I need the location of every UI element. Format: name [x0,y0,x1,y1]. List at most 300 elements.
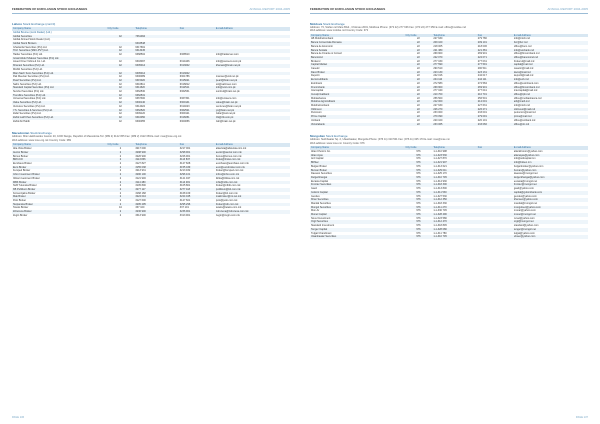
email: polo@polo.com.mk [215,199,238,203]
email: mandal@mongol.net [513,201,538,205]
company-name: Khanani Securities (Pvt) Ltd. [12,64,107,68]
exchange-suffix: Stock Exchange [323,21,345,26]
telephone: 6300055 [135,119,146,123]
fax: 6314023 [179,104,190,108]
email: orgil@mongol.net [513,220,588,224]
city-code: 42 [107,116,135,120]
company-name: Salim Securities (Pvt) Ltd. [13,82,42,86]
email: zah@brain.net.pk [215,119,236,123]
telephone: 227 630 [433,37,443,41]
col-email: E-mail Address [215,143,290,147]
company-name: Stopanska Broker [12,203,107,207]
company-name: Gendex [311,194,320,198]
telephone: 1-1-318 845 [433,224,447,228]
col-telephone: Telephone [134,143,178,147]
email: petrocom@mail.md [513,111,536,115]
city-code: 2 [119,169,122,173]
company-name: Eurasia Capital [311,179,328,183]
telephone: 269 900 [432,86,476,90]
telephone: 1-1-321 907 [432,161,476,165]
email: office@eximbank.com [513,81,539,85]
city-code: 976 [405,220,433,224]
company-name: Prime Capital [310,115,405,119]
company-name: Pearl Securities (Pvt) Ltd. [12,79,107,83]
company-name: Fincombank [310,86,405,90]
company-name: Mon-Ar [311,209,320,213]
telephone: 6314022 [135,104,146,108]
company-name: Global Ahmed Stock Dealer (Ltd.) [13,38,51,42]
city-code: 22 [405,86,433,90]
email: frontier@mongol.net [513,183,588,187]
company-name: Euro Broker [12,166,107,170]
telephone: 3113 836 [134,158,178,162]
email: pearl@brain.net.pk [215,79,290,83]
fax [477,235,513,239]
company-name: AB Moldindconbank [311,37,334,41]
city-code: 2 [119,184,122,188]
city-code: 42 [107,79,135,83]
exchange-contact-line: Address: 73, Stefan cel Mare Blvd., Chisinau 2001, Moldova Phone: (373 22) 277 636 Fax: (373 22) 277 356 E-mail: office@moldse.md [310,25,466,29]
email: ilirika@ilirika.com.mk [215,176,240,180]
telephone: 6311520 [134,86,178,90]
fax: 222 071 [477,56,513,60]
header-rule [310,13,588,14]
company-name: KB Publikum Broker [12,188,107,192]
email: capital@golomtbank.com [513,191,588,195]
company-name: Teteks Broker [13,206,29,210]
fax: 6368510 [179,53,190,57]
city-code: 22 [405,49,433,53]
telephone: 210 700 [432,93,476,97]
fax: 6362521 [179,109,215,113]
fax: 290 511 [477,67,487,71]
company-name: Khan Securities [310,198,405,202]
email: office@ipb.md [513,93,588,97]
email: altavista@altavista.com.mk [215,147,247,151]
telephone: 277 040 [433,89,443,93]
company-name: Mian Nazir Sons Securities (Pvt) Ltd. [12,72,107,76]
section-macedonian [12,131,290,217]
company-name: Trendline Securities (Pvt) Ltd. [12,94,107,98]
company-name: Banca Sociala [310,49,405,53]
email: depozit@mail.md [513,74,534,78]
telephone: 218 005 [433,44,443,48]
member-table [12,27,290,123]
company-name: Y.S. Securities & Services (Pvt) Ltd. [12,109,107,113]
company-name: Victoriabank [310,123,405,127]
city-code: 976 [405,154,433,158]
company-name: Tenger Capital [310,228,405,232]
city-code: 42 [119,53,122,57]
telephone: 221 380 [432,49,476,53]
company-name: Eurocreditbank [310,78,405,82]
fax: 3226 901 [179,154,191,158]
fax: 221 381 [477,49,513,53]
telephone: 277 030 [433,59,443,63]
telephone: 272 583 [433,81,443,85]
city-code: 2 [107,188,135,192]
city-code: 42 [119,119,122,123]
exchange-contact-line: Address: Mito Hadzivasilev Jasmin 20, 1000 Skopje, Republic of Macedonia Tel: (389 2) 3122 055 Fax: (389 2) 3122 069 E-mail: mse@mse.org.mk [12,135,182,139]
fax: 212 001 [477,100,513,104]
email: euro@eurobroker.com.mk [215,166,290,170]
telephone: 1-1-327 530 [433,194,447,198]
email: info@haidersec.com [215,53,239,57]
email: eurohaus@eurohaus.com.mk [215,161,249,165]
telephone: 3168 168 [135,191,146,195]
city-code: 976 [416,216,421,220]
company-name: Daco Broker [310,71,405,75]
company-name: Zafar Securities (Pvt) Ltd. [13,112,42,116]
table-row [310,235,588,239]
email: ssl@salimsec.com [215,82,237,86]
telephone: 1-1-314 930 [433,179,447,183]
company-name: Ghazanfar Securities (Pvt) Ltd. [13,45,48,49]
email: zlk@zlk.com.pk [215,116,290,120]
col-telephone: Telephone [432,34,476,38]
fax: 3113 837 [179,158,215,162]
fax: 6315021 [179,79,215,83]
city-code: 42 [119,104,122,108]
fax: 3213 932 [179,169,191,173]
city-code: 42 [107,35,135,39]
telephone: 209 100 [432,41,476,45]
company-name: Fersped Broker [13,169,31,173]
company-name: Zahid Ali Habib [13,119,30,123]
telephone: 6316811 [135,82,145,86]
col-company-name: Company Name [12,143,107,147]
company-name: Bonus Broker [13,154,29,158]
company-name: Value Securities (Pvt) Ltd. [12,101,107,105]
company-name: Golomt Capital [310,191,405,195]
fax: 6314446 [179,60,190,64]
company-name: NLB Tutunska Broker [13,184,37,188]
email: buman@yahoo.com [513,169,588,173]
company-name: Tulgat Chandmani [311,231,332,235]
fax: 3127 828 [179,161,191,165]
email: info@scsl.com.pk [215,86,290,90]
telephone: 1-1-318 300 [432,183,476,187]
page-header [12,7,290,12]
city-code: 976 [416,231,421,235]
telephone: 6362520 [134,109,178,113]
city-code: 976 [416,157,421,161]
company-name: MAAN Securities (Pvt) Ltd. [13,67,43,71]
city-code: 2 [107,181,135,185]
fax: 337 101 [179,206,189,210]
fax: 3277 118 [179,188,215,192]
telephone: 290 510 [433,67,443,71]
section-moldova [310,22,588,127]
email: delgerkhangai@yahoo.com [513,176,588,180]
telephone: 6362531 [134,94,178,98]
city-code: 22 [405,93,433,97]
telephone: 1-1-310 745 [432,235,476,239]
company-name: Banca Comerciala Romana [310,41,405,45]
company-name: Petrocom [311,111,322,115]
right-page [300,0,600,424]
telephone: 1-1-311 530 [432,191,476,195]
fax: 223 131 [477,71,513,75]
email: khanani@brain.net.pk [215,64,290,68]
city-code: 976 [416,187,421,191]
city-code: 2 [119,176,122,180]
email: zdruzena@zdruzena.com.mk [215,210,290,214]
fax: 277 031 [477,59,487,63]
city-code: 22 [405,115,433,119]
city-code: 976 [416,164,421,168]
city-code: 22 [417,118,420,122]
federation-name: FEDERATION OF EURO-ASIAN STOCK EXCHANGES [12,7,88,11]
email: ys@brain.net.pk [215,109,290,113]
fax: 279 780 [477,37,487,41]
col-email: E-mail Address [215,27,290,31]
email: mansec@wol.net.pk [215,75,239,79]
city-code: 2 [107,166,135,170]
company-name: Auctor Broker [12,151,107,155]
city-code: 22 [417,74,420,78]
email: bulganbroker@yahoo.com [513,164,544,168]
company-name: Altan Khorom Co. [311,150,331,154]
email: aib@maib.md [513,100,588,104]
telephone: 3226 900 [135,154,146,158]
exchange-name: Macedonian [12,131,30,136]
fax: 242 017 [477,74,487,78]
col-city-code: City Code [107,143,135,147]
fax: 6367301 [179,97,190,101]
city-code: 976 [405,198,433,202]
email: tenger@mongol.net [513,228,588,232]
telephone: 1-1-311 780 [433,231,447,235]
email: value@brain.net.pk [215,101,290,105]
telephone: 1-1-310 998 [433,150,447,154]
fax: 279 091 [477,115,513,119]
company-name: Depozit [311,74,320,78]
telephone: 1-1-330 745 [433,209,447,213]
telephone: 1-1-327 870 [433,157,447,161]
email: monet@mongol.net [513,213,588,217]
city-code: 22 [417,104,420,108]
company-name: Caselor [311,67,320,71]
city-code: 2 [119,199,122,203]
company-name: Eximbank [311,81,322,85]
fax: 227 631 [477,104,487,108]
telephone: 269 900 [433,52,443,56]
city-code: 42 [107,72,135,76]
email: capital@mail.md [513,63,588,67]
table-row [12,214,290,218]
fax: 6309121 [179,112,190,116]
company-name: Altan Ayas [310,154,405,158]
company-name: Moldova Agroindbank [310,100,405,104]
company-name: Ismail Abdul Shakoor Securities (Pvt) Ltd. [12,57,107,61]
email: novel@yahoo.com [513,216,535,220]
telephone: 7361094 [134,35,178,39]
fax: 3236 901 [179,210,215,214]
telephone: 1-1-312 350 [432,198,476,202]
email: sumbul@brain.net.pk [215,90,240,94]
telephone: 1-1-313 621 [433,164,447,168]
telephone: 3114 480 [134,181,178,185]
company-name: Javed Omer Vohra & Co. Ltd. [13,60,46,64]
city-code: 2 [107,203,135,207]
email: oldinvest@mail.md [513,108,588,112]
fax: 244 111 [477,78,513,82]
email: office@bem.md [513,44,532,48]
company-name: Oldinvest [310,108,405,112]
city-code: 2 [119,191,122,195]
city-code: 976 [405,235,433,239]
telephone: 6305014 [134,64,178,68]
city-code: 976 [405,228,433,232]
email: info@bdsec.mn [513,161,588,165]
city-code: 42 [119,45,122,49]
col-city-code: City Code [107,27,135,31]
city-code: 976 [416,224,421,228]
telephone: 3224 044 [134,195,178,199]
company-name: Gauli [311,187,317,191]
fax: 6362531 [179,90,190,94]
table-row [12,120,290,124]
telephone: 256 500 [433,96,443,100]
city-code: 42 [107,109,135,113]
city-code: 976 [405,169,433,173]
email: inbro@inbro.com.mk [215,173,290,177]
city-code: 976 [416,150,421,154]
company-name: Inbro Investment Broker [12,173,107,177]
city-code: 22 [405,100,433,104]
report-title: ANNUAL REPORT 2004-2005 [547,7,588,11]
company-name: Banca de Economii [311,44,333,48]
col-telephone: Telephone [432,146,476,150]
telephone: 6317691 [135,45,146,49]
city-code: 2 [107,151,135,155]
city-code: 42 [107,64,135,68]
exchange-contact-line: Web address: www.mse.mn Country Code: 976 [310,141,365,145]
company-name: Monet Capital [310,213,405,217]
col-fax: Fax [477,34,513,38]
subheading: Global Bourse (stock Dealer) (Ltd.) [13,30,52,34]
company-name: Unibank [311,118,321,122]
telephone: 6303548 [134,42,178,46]
city-code: 976 [405,183,433,187]
exchange-name: Moldova [310,21,323,26]
company-name: Universal Securities (Pvt) Ltd. [13,97,46,101]
email: info@ecb.md [513,78,588,82]
telephone: 6300140 [134,101,178,105]
member-table [310,34,588,127]
member-table [310,146,588,239]
exchange-contact-line: Web address: www.moldse.md Country Code: 373 [310,28,369,32]
telephone: 6367300 [135,97,146,101]
city-code: 976 [405,191,433,195]
email: auctor@auctor.com.mk [215,151,290,155]
exchange-suffix: Stock Exchange (cont'd) [22,21,56,26]
email: info@jovoseco.com.pk [215,60,242,64]
email: office@vb.md [513,123,588,127]
email: broker@kb.com.mk [215,191,238,195]
city-code: 42 [119,82,122,86]
fax: 6313002 [179,64,215,68]
section-lahore [12,22,290,124]
city-code: 42 [107,49,135,53]
telephone: 6315020 [134,79,178,83]
telephone: 6362530 [135,90,146,94]
fax: 220 101 [477,118,487,122]
col-company-name: Company Name [310,34,405,38]
email: mbk@mbk.com.mk [215,181,290,185]
fax: 269 901 [477,86,513,90]
exchange-contact-line: Address: Sukhbaatar Sq. 2, Ulaanbaatar, Mongolia Phone: (976 11) 310 501 Fax: (976 11) 325 170 E-mail: mse@mse.mn [310,138,450,142]
email: office@unibank.md [513,118,536,122]
exchange-name: Lahore [12,21,23,26]
city-code: 42 [107,101,135,105]
fax: 3298 901 [179,151,215,155]
telephone: 3217 000 [135,147,146,151]
city-code: 22 [405,71,433,75]
company-name: Ilirika Investment Broker [13,176,40,180]
fax: 277 041 [477,89,487,93]
fax: 210 701 [477,93,513,97]
city-code: 22 [417,67,420,71]
page-number: PAGE 137 [575,416,588,419]
city-code: 22 [405,41,433,45]
telephone: 337 100 [135,206,145,210]
city-code: 2 [107,158,135,162]
city-code: 976 [416,201,421,205]
telephone: 6303097 [135,60,146,64]
company-name: Frontier Securities [310,183,405,187]
exchange-name: Mongolian [310,134,325,139]
fax: 3121 947 [179,176,191,180]
page-number: PAGE 136 [12,416,25,419]
telephone: 3127 827 [135,161,146,165]
fax: 233 066 [477,123,513,127]
telephone: 222 070 [432,56,476,60]
city-code: 22 [417,89,420,93]
company-name: Mongol Securities [310,206,405,210]
email: info@micb.md [513,37,530,41]
company-name: Alta Vista Broker [13,147,32,151]
email: gendex@yahoo.com [513,194,537,198]
telephone: 3277 117 [134,188,178,192]
email: zegin@zegin.com.mk [215,213,240,217]
city-code: 2 [107,210,135,214]
email: daco@mail.md [513,71,588,75]
city-code: 22 [417,96,420,100]
company-name: H.M. Securities (SMC-PVT) Ltd. [12,49,107,53]
fax: 6300141 [179,101,215,105]
fax: 6300056 [179,119,190,123]
fax: 3127 601 [179,199,191,203]
company-name: Zegin Broker [13,213,28,217]
telephone: 3213 931 [135,169,146,173]
member-table [12,143,290,217]
col-telephone: Telephone [134,27,178,31]
company-name: Ventures Securities (Pvt) Ltd. [13,104,46,108]
company-name: Bancosind [310,56,405,60]
telephone: 233 000 [433,111,443,115]
company-name: Buman Broker [310,169,405,173]
email: broker@nlbtb.com.mk [215,184,241,188]
city-code: 22 [417,37,420,41]
fax: 3114 481 [179,181,215,185]
city-code: 976 [405,176,433,180]
city-code: 22 [417,52,420,56]
email: broker@fersped.com.mk [215,169,244,173]
company-name: Delgerkhangai [310,176,405,180]
fax: 226 271 [477,108,513,112]
